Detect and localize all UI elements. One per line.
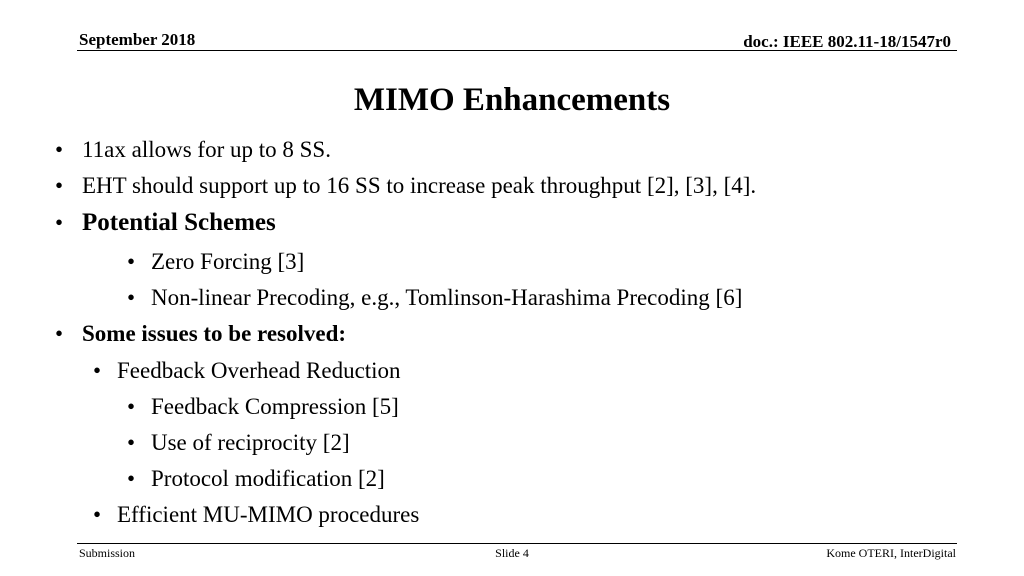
bullet-text: Protocol modification [2] (151, 466, 385, 491)
header-date: September 2018 (79, 30, 196, 49)
bullet-marker: • (127, 430, 136, 455)
bullet-text: Efficient MU-MIMO procedures (117, 502, 420, 527)
list-item (55, 209, 276, 237)
list-item (93, 357, 401, 385)
header-doc-id: doc.: IEEE 802.11-18/1547r0 (743, 32, 951, 51)
bullet-text: Potential Schemes (82, 209, 276, 236)
list-item (127, 284, 742, 312)
bullet-marker: • (127, 466, 136, 491)
bullet-text: Some issues to be resolved: (82, 321, 347, 346)
list-item (127, 465, 385, 493)
bullet-text: EHT should support up to 16 SS to increase peak throughput [2], [3], [4]. (82, 173, 757, 198)
list-item (55, 320, 346, 348)
bullet-marker: • (127, 394, 136, 419)
footer-rule (77, 543, 957, 544)
bullet-marker: • (93, 502, 102, 527)
footer-author: Kome OTERI, InterDigital (826, 546, 956, 560)
bullet-marker: • (55, 321, 64, 346)
header-rule (77, 50, 957, 51)
bullet-marker: • (93, 358, 102, 383)
bullet-marker: • (127, 285, 136, 310)
bullet-marker: • (127, 249, 136, 274)
bullet-text: Non-linear Precoding, e.g., Tomlinson-Harashima Precoding [6] (151, 285, 743, 310)
slide-title: MIMO Enhancements (353, 82, 671, 118)
bullet-marker: • (55, 137, 64, 162)
footer-submission: Submission (79, 546, 136, 560)
list-item (127, 393, 399, 421)
list-item (127, 429, 350, 457)
list-item (93, 501, 419, 529)
bullet-text: Feedback Overhead Reduction (117, 358, 401, 383)
bullet-text: Zero Forcing [3] (151, 249, 305, 274)
list-item (55, 172, 756, 200)
bullet-text: Use of reciprocity [2] (151, 430, 350, 455)
bullet-text: 11ax allows for up to 8 SS. (82, 137, 331, 162)
bullet-text: Feedback Compression [5] (151, 394, 399, 419)
bullet-marker: • (55, 173, 64, 198)
bullet-marker: • (55, 210, 64, 235)
list-item (127, 248, 304, 276)
list-item (55, 136, 331, 164)
footer-slide-number: Slide 4 (495, 546, 529, 560)
